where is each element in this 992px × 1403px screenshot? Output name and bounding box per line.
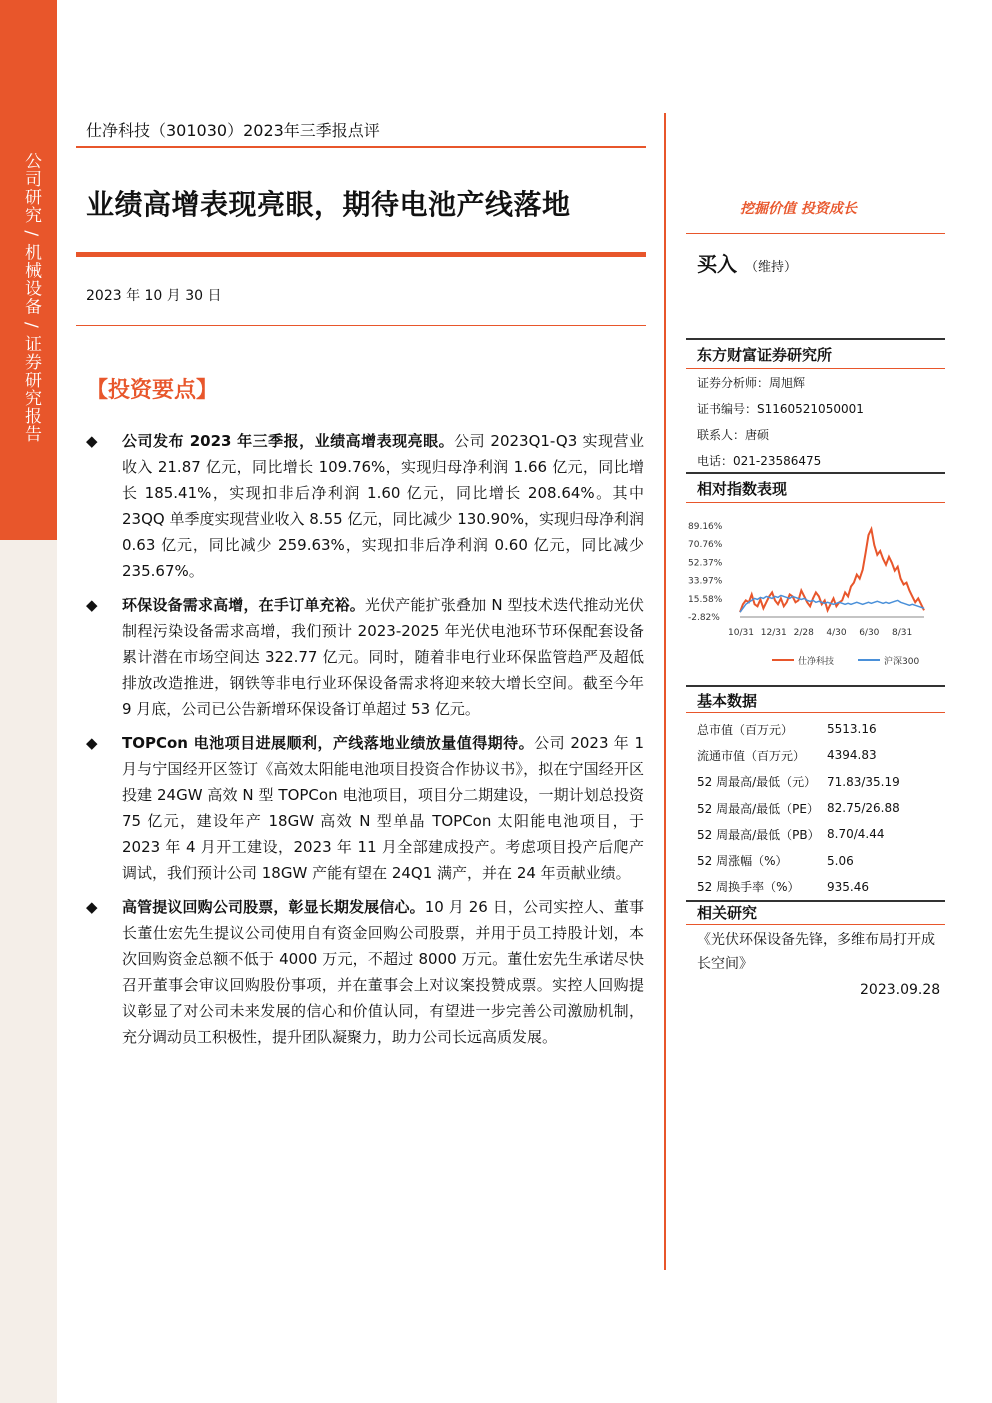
row-label: 52 周换手率（%） bbox=[697, 880, 800, 895]
contact: 联系人：唐硕 bbox=[697, 428, 770, 442]
bullet-heading: TOPCon 电池项目进展顺利，产线落地业绩放量值得期待。 bbox=[122, 734, 535, 752]
bullet-text: 光伏产能扩张叠加 N 型技术迭代推动光伏制程污染设备需求高增，我们预计 2023-2025 年光伏电池环节环保配套设备累计潜在市场空间达 322.77 亿元。同时，随着非电行业环保监管趋严及超低排放改造推进，钢铁等非电行业环保设备需求将迎来较大增长空间。截至今年 9 月底，公司已公告新增环保设备订单超过 53 亿元。 bbox=[122, 596, 644, 718]
bullet-text: 公司 2023Q1-Q3 实现营业收入 21.87 亿元，同比增长 109.76%，实现归母净利润 1.66 亿元，同比增长 185.41%，实现扣非后净利润 1.60 亿元，同比增长 208.64%。其中 23QQ 单季度实现营业收入 8.55 亿元，同比减少 130.90%，实现归母净利润 0.63 亿元，同比减少 259.63%，实现扣非后净利润 0.60 亿元，同比减少 235.67%。 bbox=[122, 432, 644, 580]
row-label: 52 周最高/最低（PE） bbox=[697, 801, 819, 816]
y-tick-label: 89.16% bbox=[688, 522, 723, 532]
slogan: 挖掘价值 投资成长 bbox=[740, 201, 857, 217]
slogan-divider bbox=[686, 233, 945, 234]
bullet-text: 10 月 26 日，公司实控人、董事长董仕宏先生提议公司使用自有资金回购公司股票，并用于员工持股计划，本次回购资金总额不低于 4000 万元，不超过 8000 万元。董仕宏先生承诺尽快召开董事会审议回购股份事项，并在董事会上对议案投赞成票。实控人回购提议彰显了对公司未来发展的信心和价值认同，有望进一步完善公司激励机制，充分调动员工积极性，提升团队凝聚力，助力公司长远高质发展。 bbox=[122, 898, 644, 1046]
y-tick-label: 70.76% bbox=[688, 540, 723, 551]
date-divider bbox=[76, 325, 646, 326]
rating-value: 买入 bbox=[697, 252, 737, 276]
row-label: 52 周最高/最低（元） bbox=[697, 775, 817, 790]
legend-label: 沪深300 bbox=[884, 657, 920, 667]
basic-data-table bbox=[697, 716, 900, 900]
related-report-link[interactable]: 《光伏环保设备先锋，多维布局打开成长空间》 bbox=[697, 932, 935, 972]
institute-underline bbox=[686, 368, 945, 369]
rating bbox=[697, 248, 797, 277]
related-date: 2023.09.28 bbox=[860, 982, 941, 998]
bullet-heading: 环保设备需求高增，在手订单充裕。 bbox=[122, 596, 365, 614]
relative-index-chart bbox=[686, 512, 945, 682]
row-value: 71.83/35.19 bbox=[827, 774, 900, 789]
sidebar bbox=[0, 0, 57, 1403]
row-value: 4394.83 bbox=[827, 748, 877, 763]
diamond-icon: ◆ bbox=[86, 432, 98, 450]
row-value: 8.70/4.44 bbox=[827, 827, 885, 842]
report-date: 2023 年 10 月 30 日 bbox=[86, 288, 222, 304]
related-title-underline bbox=[686, 924, 945, 925]
basic-title-underline bbox=[686, 712, 945, 713]
x-tick-label: 2/28 bbox=[793, 628, 814, 638]
title-divider bbox=[76, 252, 646, 257]
sidebar-category: 公司研究 / 机械设备 / 证券研究报告 bbox=[21, 152, 41, 444]
table-row bbox=[697, 821, 900, 847]
chart-title: 相对指数表现 bbox=[697, 480, 788, 498]
related-title: 相关研究 bbox=[697, 904, 758, 922]
bullet-heading: 高管提议回购公司股票，彰显长期发展信心。 bbox=[122, 898, 425, 916]
y-tick-label: 33.97% bbox=[688, 576, 723, 587]
legend-label: 仕净科技 bbox=[798, 657, 835, 667]
row-value: 5.06 bbox=[827, 853, 854, 868]
chart-title-underline bbox=[686, 502, 945, 503]
section-title: 【投资要点】 bbox=[86, 378, 219, 403]
row-label: 52 周涨幅（%） bbox=[697, 854, 788, 869]
subtitle-divider bbox=[76, 146, 646, 148]
x-tick-label: 8/31 bbox=[892, 628, 913, 638]
table-row bbox=[697, 769, 900, 795]
report-subtitle: 仕净科技（301030）2023年三季报点评 bbox=[86, 121, 380, 140]
row-value: 935.46 bbox=[827, 879, 869, 894]
basic-divider bbox=[686, 685, 945, 687]
y-tick-label: -2.82% bbox=[688, 613, 720, 623]
x-tick-label: 10/31 bbox=[728, 628, 754, 638]
chart-divider bbox=[686, 472, 945, 474]
table-row bbox=[697, 847, 900, 873]
page-title: 业绩高增表现亮眼，期待电池产线落地 bbox=[86, 188, 571, 221]
rating-note: （维持） bbox=[745, 260, 798, 275]
table-row bbox=[697, 716, 900, 742]
cert-number: 证书编号：S1160521050001 bbox=[697, 402, 864, 416]
y-tick-label: 52.37% bbox=[688, 558, 723, 569]
institute-name: 东方财富证券研究所 bbox=[697, 346, 833, 364]
row-value: 82.75/26.88 bbox=[827, 801, 900, 816]
row-label: 流通市值（百万元） bbox=[697, 748, 806, 763]
table-row bbox=[697, 874, 900, 900]
table-row bbox=[697, 795, 900, 821]
bullet-text: 公司 2023 年 1 月与宁国经开区签订《高效太阳能电池项目投资合作协议书》，拟在宁国经开区投建 24GW 高效 N 型 TOPCon 电池项目，项目分二期建设，一期计划总投资 75 亿元，建设年产 18GW 高效 N 型单晶 TOPCon 太阳能电池项目，于 2023 年 4 月开工建设，2023 年 11 月全部建成投产。考虑项目投产后爬产调试，我们预计公司 18GW 产能有望在 24Q1 满产，并在 24 年贡献业绩。 bbox=[122, 734, 644, 882]
diamond-icon: ◆ bbox=[86, 898, 98, 916]
row-value: 5513.16 bbox=[827, 722, 877, 737]
diamond-icon: ◆ bbox=[86, 734, 98, 752]
x-tick-label: 6/30 bbox=[859, 628, 880, 638]
table-row bbox=[697, 742, 900, 768]
investment-points bbox=[86, 428, 644, 1050]
x-tick-label: 4/30 bbox=[826, 628, 847, 638]
bullet-heading: 公司发布 2023 年三季报，业绩高增表现亮眼。 bbox=[122, 432, 455, 450]
bullet-item bbox=[86, 592, 644, 722]
institute-divider bbox=[686, 338, 945, 340]
y-tick-label: 15.58% bbox=[688, 594, 723, 605]
row-label: 总市值（百万元） bbox=[697, 722, 794, 737]
column-divider bbox=[664, 113, 666, 1270]
analyst: 证券分析师：周旭辉 bbox=[697, 376, 806, 390]
basic-title: 基本数据 bbox=[697, 692, 758, 710]
bullet-item bbox=[86, 894, 644, 1050]
bullet-item bbox=[86, 428, 644, 584]
diamond-icon: ◆ bbox=[86, 596, 98, 614]
row-label: 52 周最高/最低（PB） bbox=[697, 827, 820, 842]
x-tick-label: 12/31 bbox=[760, 628, 787, 638]
phone: 电话：021-23586475 bbox=[697, 454, 822, 468]
bullet-item bbox=[86, 730, 644, 886]
series-line bbox=[740, 529, 924, 612]
